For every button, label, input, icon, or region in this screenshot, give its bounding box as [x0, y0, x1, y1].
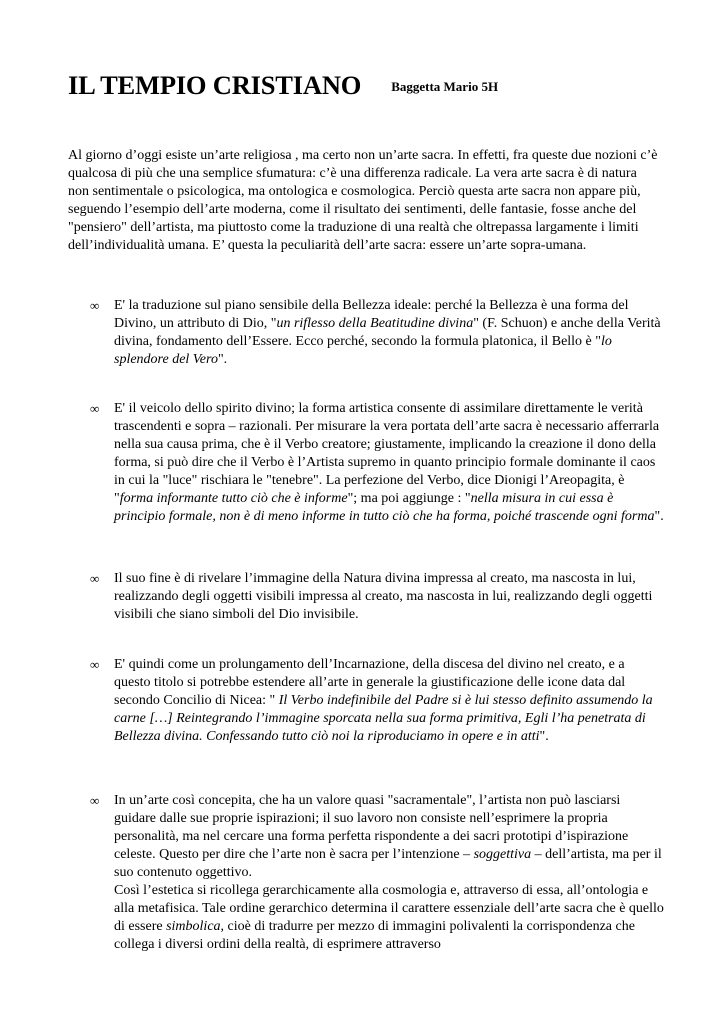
text-run: E' il veicolo dello spirito divino; la forma artistica consente di assimilare direttamente le verità trascendenti e sopra – razionali. Per misurare la vera portata dell’arte sacra è necessario afferrarla nella sua causa prima, che è il Verbo creatore; giustamente, implicando la creazione il dono della forma, si può dire che il Verbo è l’Artista supremo in quanto principio formale dominante il caos in cui la "luce" rischiara le "tenebre". La perfezione del Verbo, dice Dionigi l’Areopagita, è "	[114, 401, 660, 506]
text-run: Il suo fine è di rivelare l’immagine della Natura divina impressa al creato, ma nascosta in lui, realizzando degli oggetti visibili impressa al creato, ma nascosta in lui, realizzando degli oggetti visibili che siano simboli del Dio invisibile.	[114, 571, 653, 622]
bullet-text	[114, 792, 664, 954]
italic-quote: nella misura in cui essa è principio formale, non è di meno informe in tutto ciò che ha forma, poiché trascende ogni forma	[114, 491, 655, 524]
italic-quote: simbolica	[166, 919, 221, 934]
bullet-text	[114, 656, 664, 746]
bullet-item	[90, 400, 664, 526]
text-run: ".	[217, 352, 228, 367]
infinity-bullet-icon: ∞	[90, 793, 100, 808]
intro-paragraph: Al giorno d’oggi esiste un’arte religiosa , ma certo non un’arte sacra. In effetti, fra queste due nozioni c’è qualcosa di più che una semplice sfumatura: c’è una differenza radicale. La vera arte sacra è di natura non sentimentale o psicologica, ma ontologica e cosmologica. Perciò questa arte sacra non appare più, seguendo l’esempio dell’arte moderna, come il risultato dei sentimenti, delle fantasie, fosse anche del "pensiero" dell’artista, ma piuttosto come la traduzione di una realtà che oltrepassa largamente i limiti dell’individualità umana. E’ questa la peculiarità dell’arte sacra: essere un’arte sopra-umana.	[68, 148, 658, 253]
infinity-bullet-icon: ∞	[90, 298, 100, 313]
text-run: ".	[539, 729, 549, 744]
bullet-text	[114, 297, 664, 369]
text-run: , cioè di tradurre per mezzo di immagini polivalenti la corrispondenza che collega i diversi ordini della realtà, di esprimere attraverso	[114, 919, 635, 952]
infinity-bullet-icon: ∞	[90, 401, 100, 416]
italic-quote: soggettiva	[473, 847, 532, 862]
bullet-item	[90, 570, 664, 624]
text-run: ".	[654, 509, 664, 524]
italic-quote: forma informante tutto ciò che è informe	[119, 491, 348, 506]
italic-quote: Il Verbo indefinibile del Padre si è lui stesso definito assumendo la carne […] Reintegrando l’immagine sporcata nella sua forma primitiva, Egli l’ha penetrata di Bellezza divina. Confessando tutto ciò noi la riproduciamo in opere e in atti	[114, 693, 653, 744]
text-run: Così l’estetica si ricollega gerarchicamente alla cosmologia e, attraverso di essa, all’ontologia e alla metafisica. Tale ordine gerarchico determina il carattere essenziale dell’arte sacra che è quello di essere	[114, 883, 664, 934]
infinity-bullet-icon: ∞	[90, 657, 100, 672]
text-run: " (F. Schuon) e anche della Verità divina, fondamento dell’Essere. Ecco perché, secondo la formula platonica, il Bello è "	[114, 316, 661, 349]
bullet-item	[90, 656, 664, 746]
bullet-text	[114, 570, 664, 624]
bullet-item	[90, 297, 664, 369]
text-run: E' la traduzione sul piano sensibile della Bellezza ideale: perché la Bellezza è una forma del Divino, un attributo di Dio, "	[114, 298, 629, 331]
text-run: E' quindi come un prolungamento dell’Incarnazione, della discesa del divino nel creato, e a questo titolo si potrebbe estendere all’arte in generale la giustificazione delle icone data dal secondo Concilio di Nicea: "	[114, 657, 626, 708]
author-line: Baggetta Mario 5H	[391, 79, 499, 94]
italic-quote: lo splendore del Vero	[114, 334, 612, 367]
document-title: IL TEMPIO CRISTIANO	[68, 70, 362, 100]
italic-quote: un riflesso della Beatitudine divina	[276, 316, 474, 331]
text-run: In un’arte così concepita, che ha un valore quasi "sacramentale", l’artista non può lasciarsi guidare dalle sue proprie ispirazioni; il suo lavoro non consiste nell’esprimere la propria personalità, ma nel cercare una forma perfetta rispondente a dei sacri prototipi d’ispirazione celeste. Questo per dire che l’arte non è sacra per l’intenzione –	[114, 793, 629, 862]
document-header	[68, 70, 498, 101]
infinity-bullet-icon: ∞	[90, 571, 100, 586]
text-run: "; ma poi aggiunge : "	[347, 491, 471, 506]
bullet-item	[90, 792, 664, 954]
bullet-text	[114, 400, 664, 526]
text-run: – dell’artista, ma per il suo contenuto oggettivo.	[114, 847, 662, 880]
